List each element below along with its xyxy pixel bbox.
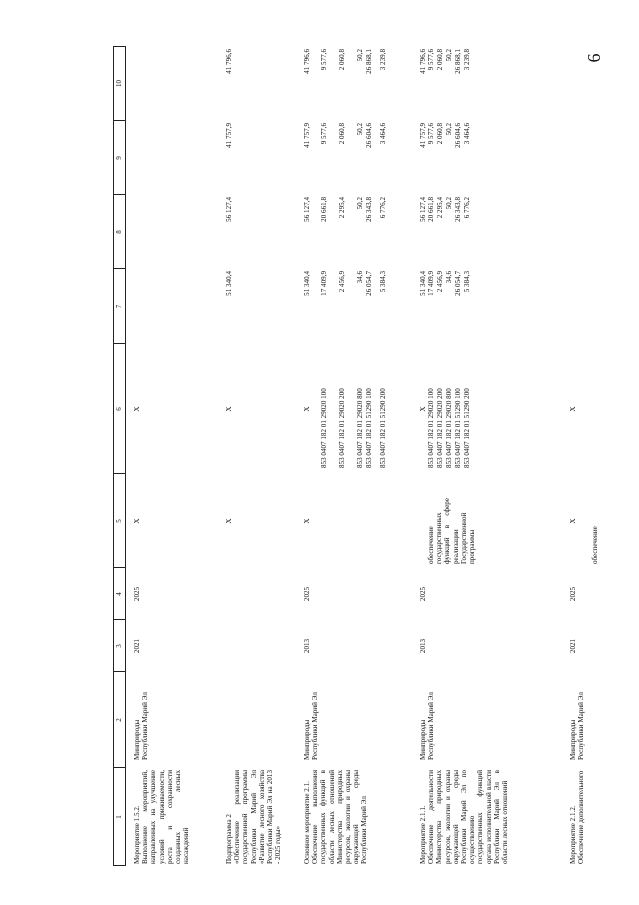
row4-v10-2: 2 060,8 (436, 49, 444, 71)
row4-v8-0: 56 127,4 (419, 197, 427, 222)
row3-v10-0: 41 796,6 (303, 49, 311, 74)
row4-v7-1: 17 409,9 (427, 271, 435, 296)
row4-v10-0: 41 796,6 (419, 49, 427, 74)
rotated-table-page (113, 46, 609, 866)
row4-v10-1: 9 577,6 (427, 49, 435, 71)
row3-v8-5: 6 776,2 (379, 197, 387, 219)
row4-col5: обеспечение государственных функций в сфере реализации Государственной программы (427, 498, 477, 564)
row2-v9: 41 757,9 (225, 123, 233, 148)
row3-v9-2: 2 060,8 (338, 123, 346, 145)
header-col-2: 2 (115, 718, 123, 722)
row3-end: 2025 (303, 586, 311, 602)
header-col-8: 8 (115, 230, 123, 234)
row4-v10-5: 3 239,8 (463, 49, 471, 71)
header-col-7: 7 (115, 304, 123, 309)
row2-v7: 51 340,4 (225, 271, 233, 296)
row5-executor: Минприроды Республики Марий Эл (569, 692, 586, 760)
row3-v8-2: 2 295,4 (338, 197, 346, 219)
row4-v8-1: 20 661,8 (427, 197, 435, 222)
row2-col6: X (225, 406, 233, 412)
row3-start: 2013 (303, 638, 311, 654)
row4-end: 2025 (419, 586, 427, 602)
row3-v9-4: 26 604,6 (365, 123, 373, 148)
row4-v9-1: 9 577,6 (427, 123, 435, 145)
row1-end: 2025 (133, 586, 141, 602)
row3-v10-4: 26 868,1 (365, 49, 373, 74)
row4-v9-2: 2 060,8 (436, 123, 444, 145)
row3-v7-0: 51 340,4 (303, 271, 311, 296)
row3-executor: Минприроды Республики Марий Эл (303, 692, 320, 760)
row3-v8-0: 56 127,4 (303, 197, 311, 222)
row3-v10-5: 3 239,8 (379, 49, 387, 71)
row3-col6-3: 853 0407 182 01 29020 800 (356, 388, 364, 468)
row3-v9-0: 41 757,9 (303, 123, 311, 148)
row3-v7-1: 17 409,9 (320, 271, 328, 296)
row3-name: Основное мероприятие 2.1. Обеспечение выполнения государственных функций в области лесных отношений Министерства природных ресурсов, экологии и охраны окружающей среды Республики Марий Эл (303, 770, 369, 864)
row3-v7-3: 34,6 (356, 271, 364, 284)
row4-v7-2: 2 456,9 (436, 271, 444, 293)
row4-v8-4: 26 343,8 (454, 197, 462, 222)
row3-v10-3: 50,2 (356, 49, 364, 62)
row5-col5: X (569, 518, 577, 524)
row4-start: 2013 (419, 638, 427, 654)
row3-v10-2: 2 060,8 (338, 49, 346, 71)
row3-col5: X (303, 518, 311, 524)
row3-v9-3: 50,2 (356, 123, 364, 136)
row3-v8-1: 20 661,8 (320, 197, 328, 222)
row2-col5: X (225, 518, 233, 524)
row5-col5-continued: обеспечение (591, 526, 599, 564)
row3-v7-2: 2 456,9 (338, 271, 346, 293)
row1-col6: X (133, 406, 141, 412)
row4-v8-2: 2 295,4 (436, 197, 444, 219)
row4-v9-0: 41 757,9 (419, 123, 427, 148)
row2-name: Подпрограмма 2 «Обеспечение реализации государственной программы Республики Марий Эл «Развитие лесного хозяйства Республики Марий Эл на 2013 - 2025 годы» (225, 770, 283, 864)
row1-col5: X (133, 518, 141, 524)
row3-v7-5: 5 384,3 (379, 271, 387, 293)
row4-v9-3: 50,2 (445, 123, 453, 136)
row3-v9-1: 9 577,6 (320, 123, 328, 145)
row4-v9-4: 26 604,6 (454, 123, 462, 148)
row5-start: 2021 (569, 638, 577, 654)
row4-v7-4: 26 054,7 (454, 271, 462, 296)
header-col-9: 9 (115, 156, 123, 160)
row3-col6-2: 853 0407 182 01 29020 200 (338, 388, 346, 468)
header-col-3: 3 (115, 644, 123, 648)
row4-col6-3: 853 0407 182 01 29020 800 (445, 388, 453, 468)
row3-col6-1: 853 0407 182 01 29020 100 (320, 388, 328, 468)
row3-col6-0: X (303, 406, 311, 412)
row5-col6: X (569, 406, 577, 412)
page-number: 6 (584, 53, 604, 63)
budget-table (113, 46, 609, 866)
row3-v8-3: 50,2 (356, 197, 364, 210)
row4-v10-4: 26 868,1 (454, 49, 462, 74)
row4-v8-3: 50,2 (445, 197, 453, 210)
row4-col6-1: 853 0407 182 01 29020 100 (427, 388, 435, 468)
row5-name: Мероприятие 2.1.2. Обеспечение дополнительного (569, 770, 586, 864)
row4-col6-2: 853 0407 182 01 29020 200 (436, 388, 444, 468)
row4-col6-5: 853 0407 182 01 51290 200 (463, 388, 471, 468)
row4-col6-4: 853 0407 182 01 51290 100 (454, 388, 462, 468)
row3-v9-5: 3 464,6 (379, 123, 387, 145)
header-col-5: 5 (115, 519, 123, 523)
header-col-1: 1 (115, 815, 123, 819)
row4-v7-3: 34,6 (445, 271, 453, 284)
row4-v7-5: 5 384,3 (463, 271, 471, 293)
row5-end: 2025 (569, 586, 577, 602)
row4-v10-3: 50,2 (445, 49, 453, 62)
row2-v10: 41 796,6 (225, 49, 233, 74)
header-col-6: 6 (115, 407, 123, 411)
row4-executor: Минприроды Республики Марий Эл (419, 692, 436, 760)
row1-start: 2021 (133, 638, 141, 654)
row2-v8: 56 127,4 (225, 197, 233, 222)
row3-col6-5: 853 0407 182 01 51290 200 (379, 388, 387, 468)
row3-col6-4: 853 0407 182 01 51290 100 (365, 388, 373, 468)
row4-col6-0: X (419, 406, 427, 412)
row3-v8-4: 26 343,8 (365, 197, 373, 222)
header-col-10: 10 (115, 80, 123, 87)
row4-v9-5: 3 464,6 (463, 123, 471, 145)
row3-v7-4: 26 054,7 (365, 271, 373, 296)
header-col-4: 4 (115, 592, 123, 596)
row4-name: Мероприятие 2.1.1. Обеспечение деятельности Министерства природных ресурсов, экологии и охраны окружающей среды Республики Марий Эл по осуществлению государственных функций органа исполнительной власти Республики Марий Эл в области лесных отношений (419, 770, 510, 864)
row4-v8-5: 6 776,2 (463, 197, 471, 219)
row1-executor: Минприроды Республики Марий Эл (133, 692, 150, 760)
row1-name: Мероприятие 1.5.2. Выполнение мероприятий, направленных на улучшение условий приживаемости, роста и сохранности созданных лесных насаждений (133, 770, 191, 864)
row3-v10-1: 9 577,6 (320, 49, 328, 71)
row4-v7-0: 51 340,4 (419, 271, 427, 296)
